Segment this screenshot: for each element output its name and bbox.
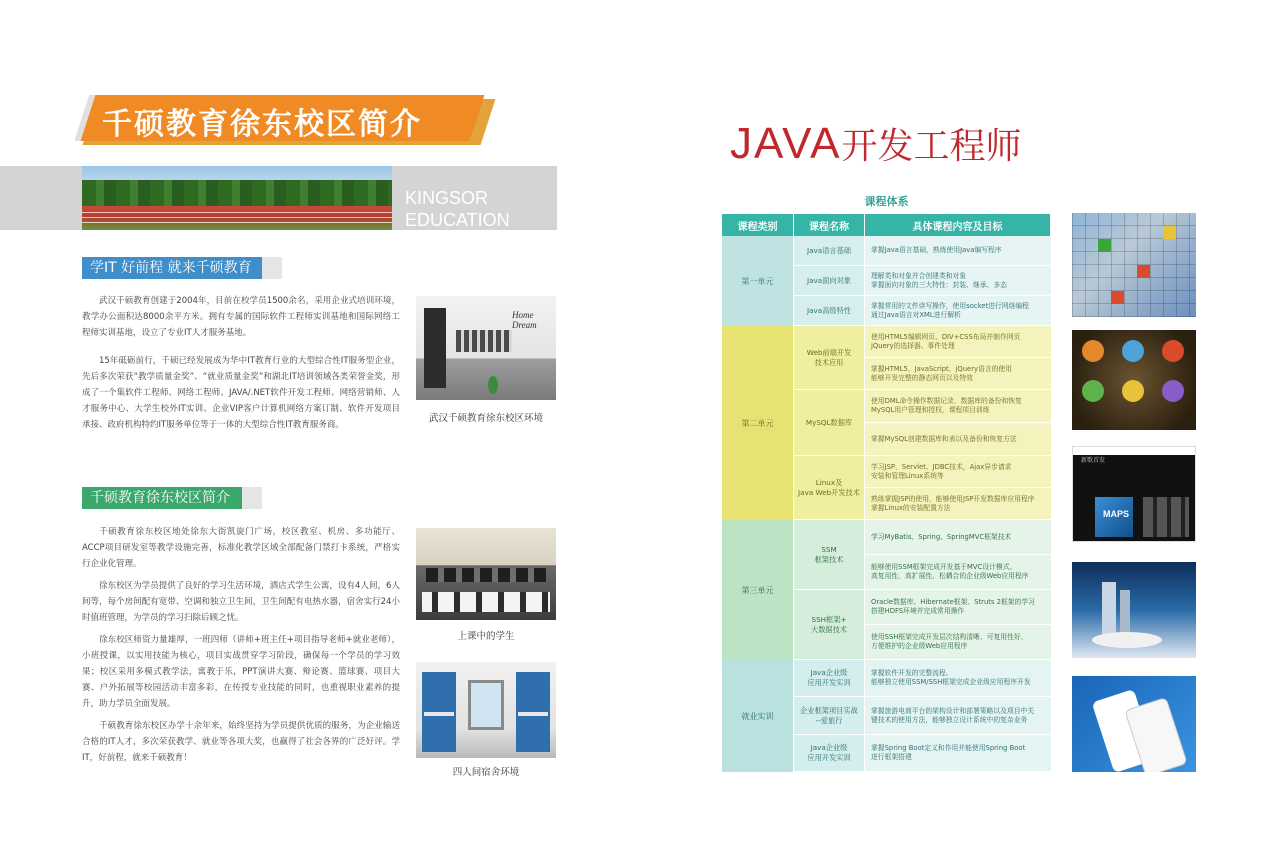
course-goal: 掌握Spring Boot定义和作用并能使用Spring Boot 进行框架搭建 [865,735,1051,771]
music-app-tab: 新歌首发 [1081,457,1106,464]
course-name: Web前端开发 技术应用 [794,326,865,389]
header-course: 课程名称 [794,214,865,236]
course-row [794,326,1051,390]
course-goal: 熟练掌握JSP的使用，能够使用JSP开发数据库应用程序 掌握Linux的安装配置方法 [865,488,1051,519]
brand-line-1: KINGSOR [405,188,489,208]
photo-caption: 四人间宿舍环境 [452,767,520,778]
paragraph: 徐东校区师资力量雄厚，一班四师（讲师+班主任+项目指导老师+就业老师），小班授课，以实用技能为核心，项目实战贯穿学习阶段，确保每一个学员的学习效果；校区采用多模式教学法，寓教于乐，PPT演讲大赛、辩论赛、篮球赛、项目大赛、户外拓展等校园活动丰富多彩，在传授专业技能的同时，也重视职业素养的提升，助力学员全面发展。 [82,635,400,709]
lobby-photo [416,296,556,400]
photo-caption: 武汉千硕教育徐东校区环境 [428,413,543,424]
course-name: SSM 框架技术 [794,520,865,589]
course-row [794,697,1051,735]
course-name: MySQL数据库 [794,390,865,455]
course-name: Java高级特性 [794,296,865,325]
course-name: SSH框架+ 大数据技术 [794,590,865,659]
course-row [794,296,1051,326]
header-content: 具体课程内容及目标 [865,214,1051,236]
header-category: 课程类别 [722,214,794,236]
course-goal: 掌握HTML5、JavaScript、jQuery语言的使用 能够开发完整的静态网页以及特效 [865,358,1051,389]
unit-block [722,236,1051,326]
brand-text [405,187,510,231]
table-title: 课程体系 [864,195,909,208]
course-goal: 掌握软件开发的完整流程、 能够独立使用SSM/SSH框架完成企业级应用程序开发 [865,660,1051,696]
java-title [730,118,1022,169]
unit-block [722,326,1051,520]
course-goal: 使用SSH框架完成开发层次结构清晰、可复用性好、 方便维护的企业级Web应用程序 [865,625,1051,659]
course-name: Java面向对象 [794,266,865,295]
course-goal: 学习JSP、Servlet、JDBC技术，Ajax异步请求 安装和管理Linux系统等 [865,456,1051,488]
course-goal: 掌握Java语言基础，熟练使用Java编写程序 [865,236,1051,265]
paragraph: 武汉千硕教育创建于2004年，目前在校学员1500余名，采用企业式培训环境，教学办公面积达8000余平方米。拥有专属的国际软件工程师实训基地和国际网络工程师实训基地，设立了专业IT人才服务基地。 [82,296,400,338]
paragraph: 15年砥砺前行，千硕已经发展成为华中IT教育行业的大型综合性IT服务型企业，先后多次荣获“教学质量金奖”、“就业质量金奖”和湖北IT培训领域各类荣誉金奖，形成了一个集软件工程师、网络工程师、JAVA/.NET软件开发工程师、网络营销师、人才服务中心、大学生校外IT实训、企业VIP客户计算机网络方案订制、软件开发项目承接、政府机构特约IT服务单位等于一体的大型综合性IT教育服务商。 [82,356,400,430]
unit-name: 第二单元 [722,326,794,520]
course-name: 企业框架项目实战 --爱旅行 [794,697,865,734]
course-goal: 理解类和对象并合创建类和对象 掌握面向对象的三大特性：封装、继承、多态 [865,266,1051,295]
section1-text [82,293,400,433]
course-row [794,266,1051,296]
course-row [794,456,1051,520]
wall-sign: Home Dream [512,310,537,330]
album-label: MAPS [1103,509,1130,519]
page-title: 千硕教育徐东校区简介 [102,107,422,142]
course-row [794,660,1051,697]
unit-name: 第一单元 [722,236,794,326]
game-screenshot-2 [1072,330,1196,430]
web-app-screenshot [1072,562,1196,658]
course-row [794,390,1051,456]
brand-line-2: EDUCATION [405,210,510,230]
heading-tail [242,487,262,509]
photo-caption: 上课中的学生 [457,631,515,642]
unit-block [722,660,1051,772]
course-goal: 使用HTML5编辑网页、DIV+CSS布局并制作网页 jQuery的选择器、事件处理 [865,326,1051,358]
course-row [794,520,1051,590]
title-banner [82,95,492,147]
paragraph: 徐东校区为学员提供了良好的学习生活环境，酒店式学生公寓，设有4人间，6人间等，每个房间配有宽带、空调和独立卫生间，卫生间配有电热水器，宿舍实行24小时值班管理，为学员的学习扫除后顾之忧。 [82,581,400,623]
course-row [794,735,1051,772]
title-cjk: 开发工程师 [841,126,1022,167]
course-table [722,214,1051,772]
course-goal: 掌握旅游电商平台的架构设计和部署策略以及项目中关 键技术的使用方法，能够独立设计系统中的复杂业务 [865,697,1051,734]
course-goal: 能够使用SSM框架完成开发基于MVC设计模式、 高复用性、高扩展性、松耦合的企业级Web应用程序 [865,555,1051,589]
course-goal: Oracle数据库、Hibernate框架、Struts 2框架的学习 搭建HDFS环境并完成常用操作 [865,590,1051,625]
dormitory-photo [416,662,556,758]
section-heading-2: 千硕教育徐东校区简介 [82,487,242,509]
course-name: Java企业级 应用开发实训 [794,735,865,771]
course-row [794,590,1051,660]
section2-text [82,524,400,766]
unit-name: 第三单元 [722,520,794,660]
course-goal: 学习MyBatis、Spring、SpringMVC框架技术 [865,520,1051,555]
paragraph: 千硕教育徐东校区办学十余年来，始终坚持为学员提供优质的服务，为企业输送合格的IT人才，多次荣获教学、就业等各项大奖，也赢得了社会各界的广泛好评。学IT，好前程，就来千硕教育！ [82,721,400,763]
paragraph: 千硕教育徐东校区地处徐东大街凯旋门广场，校区教室、机房、多功能厅、ACCP项目研发室等教学设施完善，标准化教学区域全部配备门禁打卡系统，严格实行企业化管理。 [82,527,400,569]
course-name: Linux及 Java Web开发技术 [794,456,865,519]
music-app-screenshot [1072,446,1196,542]
title-latin: JAVA [730,119,842,168]
course-row [794,236,1051,266]
game-screenshot-1 [1072,213,1196,317]
course-name: Java企业级 应用开发实训 [794,660,865,696]
table-header [722,214,1051,236]
campus-track-photo [82,166,392,230]
unit-name: 就业实训 [722,660,794,772]
course-name: Java语言基础 [794,236,865,265]
course-goal: 掌握MySQL创建数据库和表以及备份和恢复方法 [865,423,1051,455]
classroom-photo [416,528,556,620]
heading-tail [262,257,282,279]
unit-block [722,520,1051,660]
course-goal: 掌握常用的文件读写操作，使用socket进行网络编程 通过Java语言对XML进行解析 [865,296,1051,325]
course-goal: 使用DML命令操作数据记录，数据库的备份和恢复 MySQL用户管理和授权，课程项目训练 [865,390,1051,423]
section-heading-1: 学IT 好前程 就来千硕教育 [82,257,262,279]
mobile-app-screenshot [1072,676,1196,772]
